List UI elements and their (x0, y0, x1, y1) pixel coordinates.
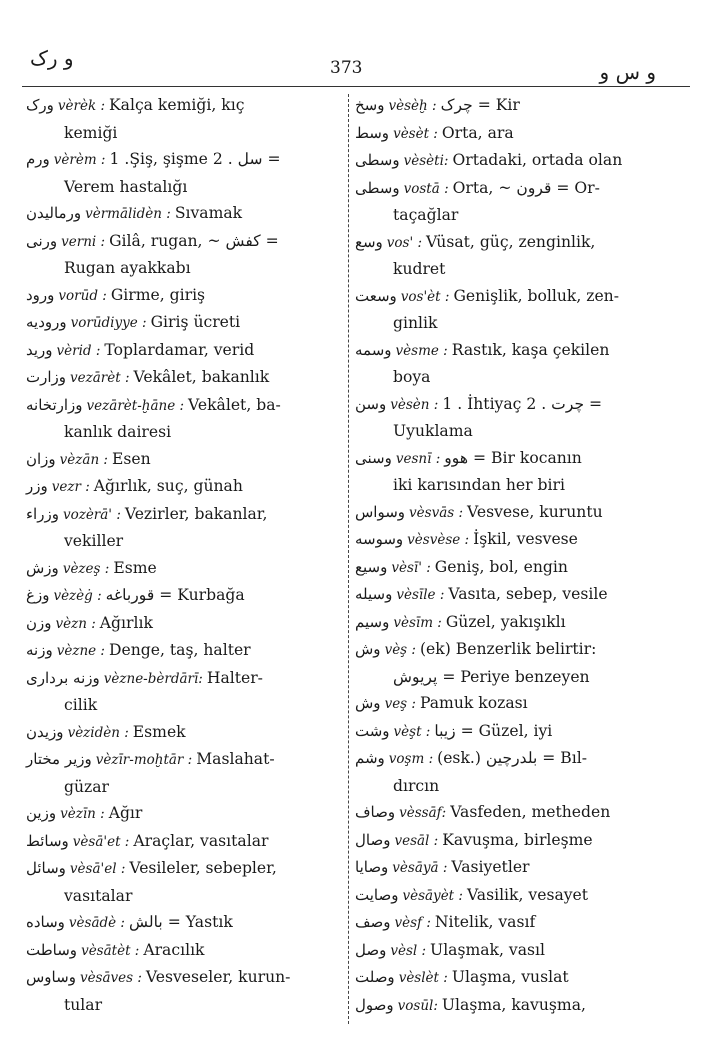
dictionary-entry (26, 719, 342, 747)
transliteration: vèssāf: (399, 805, 447, 821)
transliteration: vèzne-bèrdārī: (103, 670, 203, 687)
dictionary-entry (26, 937, 342, 965)
dictionary-entry (355, 854, 677, 882)
arabic-headword: وسوسه (355, 530, 404, 548)
transliteration: vèrèm : (53, 152, 106, 168)
dictionary-entry (26, 555, 342, 583)
definition-continuation: taçağlar (393, 206, 459, 224)
transliteration: vèzeş : (62, 560, 110, 577)
definition: 1 .Şiş, şişme 2 . سل = (109, 150, 281, 168)
arabic-headword: وزش (26, 558, 59, 577)
dictionary-entry (355, 745, 677, 799)
dictionary-entry (26, 855, 342, 909)
definition-continuation: dırcın (393, 776, 440, 795)
dictionary-entry (26, 473, 342, 501)
dictionary-entry (355, 964, 677, 992)
transliteration: vèsā'el : (69, 861, 126, 877)
definition: Ulaşma, vuslat (451, 968, 569, 986)
dictionary-entry (26, 392, 342, 446)
dictionary-entry (355, 690, 677, 718)
dictionary-entry (355, 120, 677, 148)
arabic-headword: وساوس (26, 968, 76, 986)
definition: Girme, giriş (110, 285, 206, 304)
definition: Kavuşma, birleşme (442, 830, 593, 849)
transliteration: vèrèk : (57, 98, 106, 114)
arabic-headword: وزیدن (26, 722, 64, 741)
transliteration: vèsātèt : (81, 942, 140, 959)
arabic-headword: وزارت (26, 368, 67, 386)
transliteration: vos'èt : (400, 288, 450, 305)
arabic-headword: وسن (355, 394, 387, 413)
dictionary-entry (26, 92, 342, 146)
definition: Esmek (132, 722, 186, 741)
left-column (26, 92, 342, 1018)
dictionary-entry (26, 446, 342, 474)
definition: Giriş ücreti (150, 313, 241, 331)
header-rule (22, 86, 690, 87)
dictionary-entry (26, 228, 342, 282)
transliteration: vesāl : (394, 832, 439, 849)
definition: چرک = Kir (440, 96, 520, 114)
transliteration: vezārèt-ḫāne : (86, 397, 185, 414)
transliteration: vèsf : (394, 915, 431, 931)
arabic-headword: وصف (355, 913, 391, 931)
arabic-headword: ورنی (26, 231, 58, 250)
transliteration: vèsvèse : (407, 532, 470, 548)
definition-continuation: tular (64, 995, 103, 1014)
arabic-headword: وزارتخانه (26, 395, 83, 414)
transliteration: vèzīn : (60, 806, 105, 822)
transliteration: vèzān : (59, 451, 108, 468)
definition: Vesileler, sebepler, (129, 859, 277, 877)
definition: Halter- (206, 668, 263, 687)
definition: Ağırlık (99, 613, 153, 632)
transliteration: vèsl : (390, 942, 427, 959)
transliteration: vèrmālidèn : (85, 206, 171, 222)
dictionary-entry (26, 610, 342, 638)
definition: Toplardamar, verid (104, 340, 255, 359)
definition: Araçlar, vasıtalar (133, 831, 269, 850)
transliteration: vezārèt : (70, 370, 130, 386)
arabic-headword: وسائط (26, 831, 69, 850)
transliteration: vèsāves : (79, 970, 142, 986)
arabic-headword: وصول (355, 995, 394, 1014)
dictionary-entry (355, 827, 677, 855)
definition-continuation: Rugan ayakkabı (64, 259, 191, 277)
arabic-headword: وسع (355, 232, 383, 251)
definition-continuation: boya (393, 368, 431, 386)
definition: Vasiyetler (451, 858, 530, 876)
transliteration: vèzne : (56, 643, 105, 659)
transliteration: vèrid : (56, 342, 101, 359)
arabic-headword: وشت (355, 721, 390, 740)
dictionary-entry (26, 746, 342, 800)
definition: 1 . İhtiyaç 2 . چرت = (442, 394, 603, 413)
definition: Rastık, kaşa çekilen (451, 340, 610, 359)
dictionary-entry (26, 800, 342, 828)
dictionary-entry (355, 554, 677, 582)
dictionary-entry (355, 499, 677, 527)
dictionary-entry (26, 364, 342, 392)
definition: بالش = Yastık (129, 913, 233, 931)
transliteration: vèşt : (393, 723, 431, 740)
definition-continuation: güzar (64, 777, 109, 796)
arabic-headword: وسیع (355, 557, 388, 576)
dictionary-entry (355, 937, 677, 965)
arabic-headword: ورود (26, 285, 55, 304)
definition-continuation: kemiği (64, 123, 118, 142)
transliteration: vèsèḫ : (388, 98, 437, 114)
transliteration: vèzn : (55, 615, 96, 632)
definition: Ağır (108, 804, 143, 822)
arabic-headword: ورمالیدن (26, 204, 82, 222)
definition: Güzel, yakışıklı (445, 612, 566, 631)
arabic-headword: وزن (26, 613, 52, 632)
arabic-headword: وزنه برداری (26, 668, 100, 687)
definition: Vasıta, sebep, vesile (448, 585, 608, 603)
transliteration: voşm : (388, 751, 434, 767)
transliteration: vèslèt : (398, 970, 448, 986)
dictionary-entry (26, 665, 342, 719)
dictionary-entry (355, 609, 677, 637)
definition: Ortadaki, ortada olan (452, 151, 623, 169)
transliteration: vezr : (51, 479, 90, 495)
definition: İşkil, vesvese (473, 530, 578, 548)
transliteration: vostā : (403, 180, 449, 197)
transliteration: vèsme : (395, 342, 448, 359)
definition: Kalça kemiği, kıç (109, 96, 245, 114)
arabic-headword: وصلت (355, 968, 395, 986)
arabic-headword: وصاف (355, 803, 396, 821)
definition: Vekâlet, ba- (188, 395, 281, 414)
arabic-headword: ورودیه (26, 313, 67, 331)
definition-continuation: vekiller (64, 532, 124, 550)
transliteration: vèsèn : (390, 396, 439, 413)
arabic-headword: وصایا (355, 858, 389, 876)
arabic-headword: وزراء (26, 504, 59, 523)
definition-continuation: vasıtalar (64, 886, 133, 905)
arabic-headword: وسمه (355, 340, 392, 359)
definition: قورباغه = Kurbağa (105, 586, 245, 604)
dictionary-entry (26, 146, 342, 200)
arabic-headword: وساده (26, 913, 65, 931)
transliteration: vos' : (386, 234, 423, 251)
definition: Orta, ~ قرون = Or- (452, 178, 600, 197)
arabic-headword: وسواس (355, 502, 406, 521)
definition-continuation: ginlik (393, 314, 438, 332)
definition: Vesveseler, kurun- (145, 968, 291, 986)
definition: Genişlik, bolluk, zen- (453, 286, 619, 305)
arabic-headword: ورم (26, 150, 50, 168)
definition: Pamuk kozası (419, 694, 528, 712)
arabic-headword: وزان (26, 449, 56, 468)
dictionary-entry (355, 581, 677, 609)
transliteration: vozèrā' : (62, 506, 121, 523)
dictionary-entry (26, 200, 342, 228)
definition-continuation: Uyuklama (393, 422, 473, 440)
dictionary-entry (26, 964, 342, 1018)
dictionary-entry (355, 718, 677, 746)
arabic-headword: ورک (26, 96, 54, 114)
dictionary-entry (26, 582, 342, 610)
dictionary-entry (26, 828, 342, 856)
transliteration: vèsāyā : (392, 860, 448, 876)
dictionary-entry (26, 337, 342, 365)
definition-continuation: پریوش = Periye benzeyen (393, 667, 590, 686)
dictionary-entry (355, 799, 677, 827)
transliteration: vèzidèn : (67, 724, 129, 741)
arabic-headword: وصایت (355, 885, 399, 904)
dictionary-entry (355, 147, 677, 175)
arabic-headword: وسط (355, 123, 390, 142)
arabic-headword: ورید (26, 340, 53, 359)
arabic-headword: وش (355, 694, 381, 712)
definition: Aracılık (143, 940, 205, 959)
definition: Denge, taş, halter (108, 641, 251, 659)
arabic-headword: وصل (355, 940, 387, 959)
definition: Vekâlet, bakanlık (133, 368, 270, 386)
arabic-headword: وشم (355, 749, 385, 767)
transliteration: vèsīle : (396, 587, 445, 603)
transliteration: vèsèt : (393, 125, 438, 142)
definition: Vasilik, vesayet (466, 885, 589, 904)
dictionary-entry (355, 229, 677, 283)
arabic-headword: وزر (26, 477, 48, 495)
transliteration: vorūdiyye : (70, 315, 147, 331)
definition: Sıvamak (174, 204, 243, 222)
header-left-arabic: و رک (30, 46, 74, 70)
transliteration: vèsā'et : (72, 833, 130, 850)
transliteration: vèsādè : (68, 915, 125, 931)
definition: Orta, ara (441, 123, 514, 142)
dictionary-entry (26, 309, 342, 337)
header-right-arabic: و س و (599, 60, 656, 84)
definition: Ağırlık, suç, günah (93, 477, 243, 495)
arabic-headword: وسطی (355, 178, 400, 197)
dictionary-entry (355, 636, 677, 690)
transliteration: vèş : (384, 642, 416, 658)
transliteration: vosūl: (397, 997, 438, 1014)
transliteration: vèzèġ : (53, 588, 102, 604)
dictionary-entry (355, 526, 677, 554)
definition: Maslahat- (196, 750, 275, 768)
arabic-headword: وساطت (26, 940, 78, 959)
arabic-headword: وسائل (26, 859, 66, 877)
arabic-headword: وسیم (355, 612, 390, 631)
dictionary-entry (355, 445, 677, 499)
dictionary-entry (355, 92, 677, 120)
dictionary-entry (26, 637, 342, 665)
dictionary-entry (355, 992, 677, 1020)
definition-continuation: kanlık dairesi (64, 423, 172, 441)
dictionary-entry (355, 175, 677, 229)
dictionary-entry (355, 337, 677, 391)
dictionary-entry (26, 501, 342, 555)
transliteration: vèzīr-moḫtār : (95, 752, 193, 768)
page-number: 373 (330, 58, 363, 78)
definition-continuation: kudret (393, 260, 446, 278)
definition: زیبا = Güzel, iyi (434, 721, 553, 740)
column-separator (348, 94, 349, 1024)
transliteration: vorūd : (58, 287, 107, 304)
arabic-headword: وصال (355, 830, 391, 849)
transliteration: vèsāyèt : (402, 887, 463, 904)
definition: هوو = Bir kocanın (444, 448, 582, 467)
dictionary-entry (26, 909, 342, 937)
definition: Ulaşmak, vasıl (430, 940, 546, 959)
definition: (esk.) بلدرچین = Bıl- (437, 749, 588, 767)
definition: Vasfeden, metheden (450, 803, 611, 821)
definition: Vesvese, kuruntu (467, 502, 603, 521)
definition: Vezirler, bakanlar, (124, 504, 268, 523)
transliteration: vèsī' : (391, 559, 431, 576)
definition: Vüsat, güç, zenginlik, (426, 232, 596, 251)
page-header (0, 40, 708, 84)
transliteration: veş : (384, 696, 416, 712)
arabic-headword: وسطی (355, 151, 400, 169)
arabic-headword: وسعت (355, 286, 397, 305)
arabic-headword: وسنی (355, 448, 392, 467)
transliteration: verni : (61, 233, 106, 250)
arabic-headword: وزنه (26, 641, 53, 659)
arabic-headword: وزغ (26, 586, 50, 604)
definition: Esme (113, 558, 157, 577)
transliteration: vèsvās : (409, 504, 464, 521)
definition: Esen (111, 449, 151, 468)
definition: (ek) Benzerlik belirtir: (419, 640, 597, 658)
dictionary-entry (26, 282, 342, 310)
definition-continuation: iki karısından her biri (393, 476, 565, 494)
dictionary-entry (355, 909, 677, 937)
arabic-headword: وسیله (355, 585, 393, 603)
arabic-headword: وش (355, 640, 381, 658)
definition: Gilâ, rugan, ~ کفش = (109, 231, 279, 250)
transliteration: vèsīm : (393, 614, 442, 631)
arabic-headword: وزیر مختار (26, 750, 92, 768)
arabic-headword: وسخ (355, 96, 385, 114)
dictionary-entry (355, 283, 677, 337)
transliteration: vesnī : (395, 450, 441, 467)
definition: Ulaşma, kavuşma, (441, 995, 586, 1014)
dictionary-entry (355, 882, 677, 910)
definition: Nitelik, vasıf (434, 913, 536, 931)
definition: Geniş, bol, engin (434, 557, 568, 576)
dictionary-entry (355, 391, 677, 445)
transliteration: vèsèti: (403, 153, 449, 169)
definition-continuation: cilik (64, 696, 98, 714)
right-column (355, 92, 677, 1019)
arabic-headword: وزین (26, 804, 57, 822)
definition-continuation: Verem hastalığı (64, 177, 188, 196)
